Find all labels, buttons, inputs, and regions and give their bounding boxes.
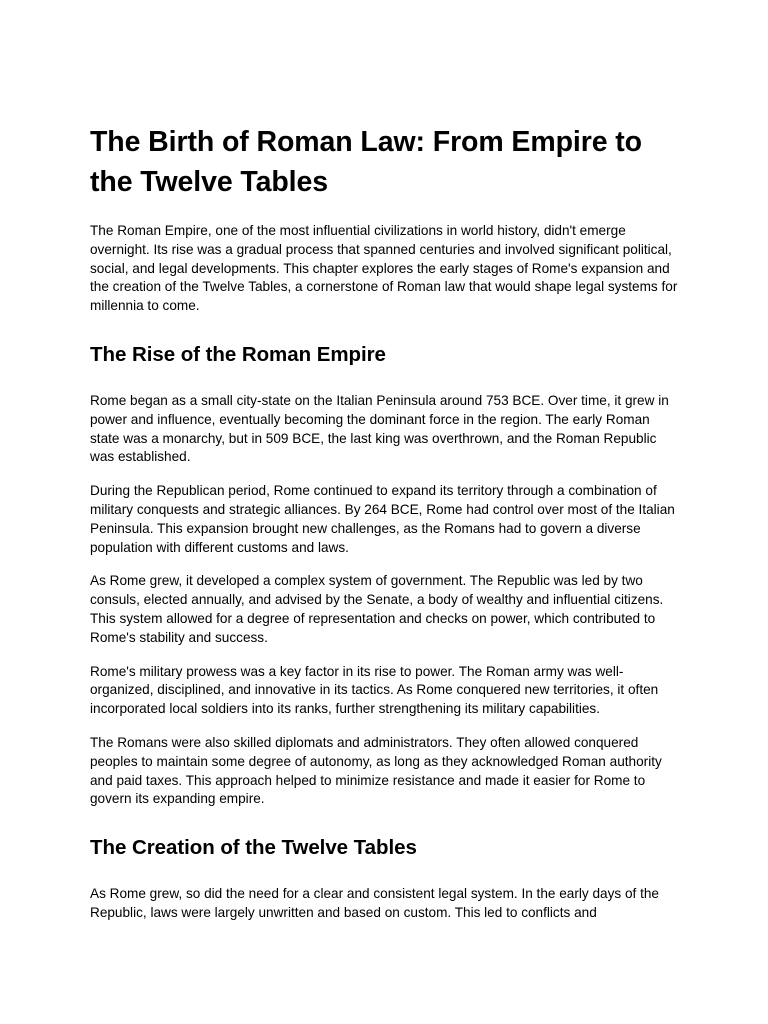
twelve-tables-paragraph-1: As Rome grew, so did the need for a clear and consistent legal system. In the early days of the Republic, laws were largely unwritten and based on custom. This led to conflicts and xyxy=(90,886,659,920)
rise-paragraph-3: As Rome grew, it developed a complex system of government. The Republic was led by two consuls, elected annually, and advised by the Senate, a body of wealthy and influential citizens. This system allowed for a degree of representation and checks on power, which contributed to Rome's stability and success. xyxy=(90,573,664,645)
section-heading-twelve-tables: The Creation of the Twelve Tables xyxy=(90,836,417,860)
rise-paragraph-2: During the Republican period, Rome continued to expand its territory through a combination of military conquests and strategic alliances. By 264 BCE, Rome had control over most of the Italian Peninsula. This expansion brought new challenges, as the Romans had to govern a diverse population with different customs and laws. xyxy=(90,483,675,555)
section-heading-rise: The Rise of the Roman Empire xyxy=(90,342,386,366)
rise-paragraph-4: Rome's military prowess was a key factor in its rise to power. The Roman army was well-organized, disciplined, and innovative in its tactics. As Rome conquered new territories, it often incorporated local soldiers into its ranks, further strengthening its military capabilities. xyxy=(90,663,659,717)
rise-paragraph-1: Rome began as a small city-state on the Italian Peninsula around 753 BCE. Over time, it grew in power and influence, eventually becoming the dominant force in the region. The early Roman state was a monarchy, but in 509 BCE, the last king was overthrown, and the Roman Republic was established. xyxy=(90,392,669,465)
document-page xyxy=(90,122,680,923)
rise-paragraph-5: The Romans were also skilled diplomats and administrators. They often allowed conquered peoples to maintain some degree of autonomy, as long as they acknowledged Roman authority and paid taxes. This approach helped to minimize resistance and made it easier for Rome to govern its expanding empire. xyxy=(90,734,662,807)
intro-paragraph: The Roman Empire, one of the most influential civilizations in world history, didn't emerge overnight. Its rise was a gradual process that spanned centuries and involved significant political, social, and legal developments. This chapter explores the early stages of Rome's expansion and the creation of the Twelve Tables, a cornerstone of Roman law that would shape legal systems for millennia to come. xyxy=(90,223,678,314)
document-title: The Birth of Roman Law: From Empire to the Twelve Tables xyxy=(90,126,642,198)
